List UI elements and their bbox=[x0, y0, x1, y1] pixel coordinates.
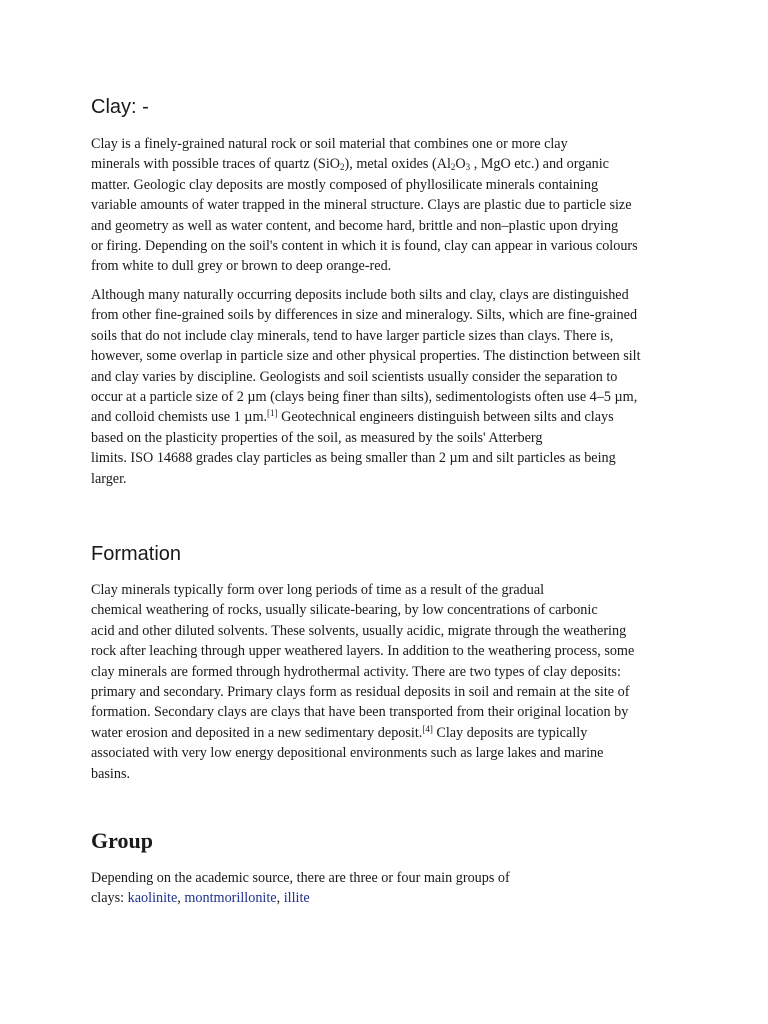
text-line: soils that do not include clay minerals, tend to have larger particle sizes than clays. There is, bbox=[91, 327, 614, 344]
clay-paragraph-2 bbox=[91, 285, 691, 489]
text-line: water erosion and deposited in a new sedimentary deposit.[4] Clay deposits are typically bbox=[91, 723, 588, 741]
text-line: rock after leaching through upper weathered layers. In addition to the weathering process, some bbox=[91, 643, 635, 660]
text-line: limits. ISO 14688 grades clay particles as being smaller than 2 µm and silt particles as being bbox=[91, 450, 616, 467]
text-line: Depending on the academic source, there are three or four main groups of bbox=[91, 870, 510, 886]
text-line: Clay minerals typically form over long periods of time as a result of the gradual bbox=[91, 582, 545, 598]
formation-paragraph bbox=[91, 580, 691, 784]
text-line: formation. Secondary clays are clays that have been transported from their original location by bbox=[91, 704, 629, 721]
text-line: from other fine-grained soils by differences in size and mineralogy. Silts, which are fine-grained bbox=[91, 307, 638, 324]
text-line: basins. bbox=[91, 765, 131, 782]
formation-heading: Formation bbox=[91, 543, 182, 565]
text-line: larger. bbox=[91, 470, 127, 487]
text-line: however, some overlap in particle size and other physical properties. The distinction between silt bbox=[91, 348, 641, 365]
text-line: minerals with possible traces of quartz (SiO$_2$), metal oxides ($Al_2O_3$ , MgO etc.) and organic bbox=[91, 156, 609, 173]
group-paragraph bbox=[91, 868, 691, 909]
clay-paragraph-1 bbox=[91, 134, 691, 277]
text-line: and clay varies by discipline. Geologists and soil scientists usually consider the separation to bbox=[91, 368, 618, 385]
text-line: or firing. Depending on the soil's content in which it is found, clay can appear in various colours bbox=[91, 238, 638, 255]
illite-link[interactable]: illite bbox=[283, 890, 310, 907]
text-line: Although many naturally occurring deposits include both silts and clay, clays are distinguished bbox=[91, 287, 629, 303]
citation-4[interactable]: [4] bbox=[422, 723, 433, 734]
text-line: primary and secondary. Primary clays form as residual deposits in soil and remain at the site of bbox=[91, 684, 630, 701]
group-heading: Group bbox=[91, 828, 153, 853]
text-line: clays: kaolinite, montmorillonite, illite bbox=[91, 890, 310, 907]
text-line: chemical weathering of rocks, usually silicate-bearing, by low concentrations of carbonic bbox=[91, 602, 598, 619]
text-line: associated with very low energy depositional environments such as large lakes and marine bbox=[91, 745, 604, 762]
text-line: variable amounts of water trapped in the mineral structure. Clays are plastic due to particle size bbox=[91, 197, 632, 214]
text-line: Clay is a finely-grained natural rock or soil material that combines one or more clay bbox=[91, 136, 568, 152]
text-line: and geometry as well as water content, and become hard, brittle and non–plastic upon drying bbox=[91, 217, 619, 234]
montmorillonite-link[interactable]: montmorillonite bbox=[184, 890, 277, 907]
citation-1[interactable]: [1] bbox=[267, 408, 278, 419]
text-line: based on the plasticity properties of the soil, as measured by the soils' Atterberg bbox=[91, 429, 543, 446]
text-line: clay minerals are formed through hydrothermal activity. There are two types of clay deposits: bbox=[91, 663, 621, 680]
text-line: and colloid chemists use 1 µm.[1] Geotechnical engineers distinguish between silts and clays bbox=[91, 408, 614, 426]
clay-heading: Clay: - bbox=[91, 96, 149, 118]
text-line: occur at a particle size of 2 µm (clays being finer than silts), sedimentologists often use 4–5 µm, bbox=[91, 389, 638, 406]
text-line: from white to dull grey or brown to deep orange-red. bbox=[91, 258, 392, 275]
text-line: matter. Geologic clay deposits are mostly composed of phyllosilicate minerals containing bbox=[91, 176, 599, 193]
kaolinite-link[interactable]: kaolinite bbox=[127, 890, 178, 907]
text-line: acid and other diluted solvents. These solvents, usually acidic, migrate through the weathering bbox=[91, 622, 627, 639]
